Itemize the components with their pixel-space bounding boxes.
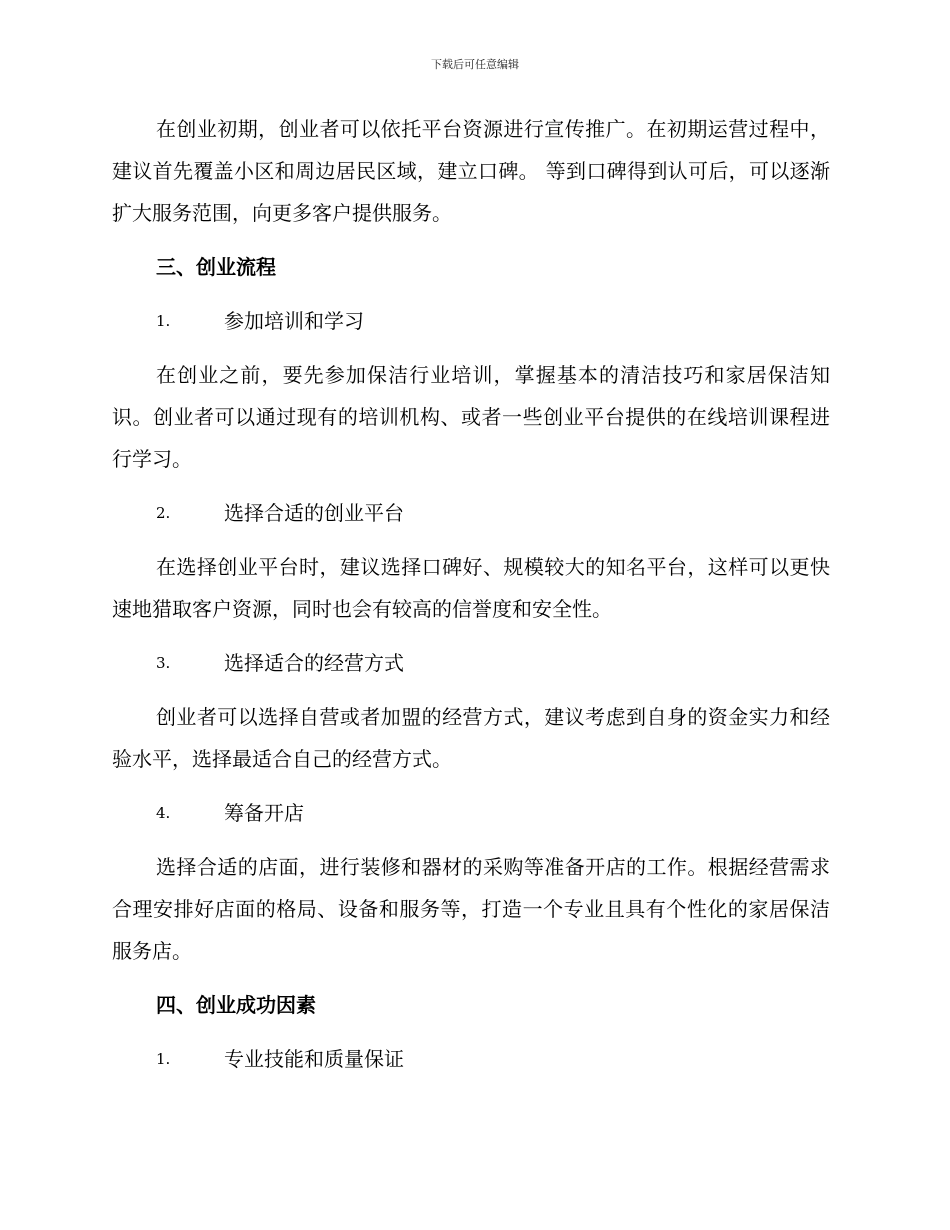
document-body [112,108,830,1080]
list-item-training [112,300,830,342]
list-item-title: 选择适合的经营方式 [224,651,404,675]
list-item-number: 1. [156,312,171,330]
list-item-store-prep [112,792,830,834]
intro-paragraph: 在创业初期，创业者可以依托平台资源进行宣传推广。在初期运营过程中，建议首先覆盖小区和周边居民区域，建立口碑。 等到口碑得到认可后，可以逐渐扩大服务范围，向更多客户提供服务。 [112,117,830,225]
list-item-platform [112,492,830,534]
list-item-title: 选择合适的创业平台 [224,501,404,525]
list-item-title: 筹备开店 [224,801,304,825]
platform-paragraph: 在选择创业平台时，建议选择口碑好、规模较大的知名平台，这样可以更快速地猎取客户资源，同时也会有较高的信誉度和安全性。 [112,555,830,621]
list-item-skills-quality [112,1038,830,1080]
store-prep-paragraph: 选择合适的店面，进行装修和器材的采购等准备开店的工作。根据经营需求合理安排好店面的格局、设备和服务等，打造一个专业且具有个性化的家居保洁服务店。 [112,855,830,963]
list-item-number: 1. [156,1050,171,1068]
list-item-title: 参加培训和学习 [224,309,364,333]
section-heading-success-factors: 四、创业成功因素 [156,993,316,1017]
list-item-number: 2. [156,504,171,522]
list-item-number: 3. [156,654,171,672]
list-item-business-mode [112,642,830,684]
training-paragraph: 在创业之前，要先参加保洁行业培训，掌握基本的清洁技巧和家居保洁知识。创业者可以通过现有的培训机构、或者一些创业平台提供的在线培训课程进行学习。 [112,363,830,471]
business-mode-paragraph: 创业者可以选择自营或者加盟的经营方式，建议考虑到自身的资金实力和经验水平，选择最适合自己的经营方式。 [112,705,830,771]
page-header: 下载后可任意编辑 [431,58,519,71]
list-item-title: 专业技能和质量保证 [224,1047,404,1071]
list-item-number: 4. [156,804,171,822]
section-heading-process: 三、创业流程 [156,255,276,279]
